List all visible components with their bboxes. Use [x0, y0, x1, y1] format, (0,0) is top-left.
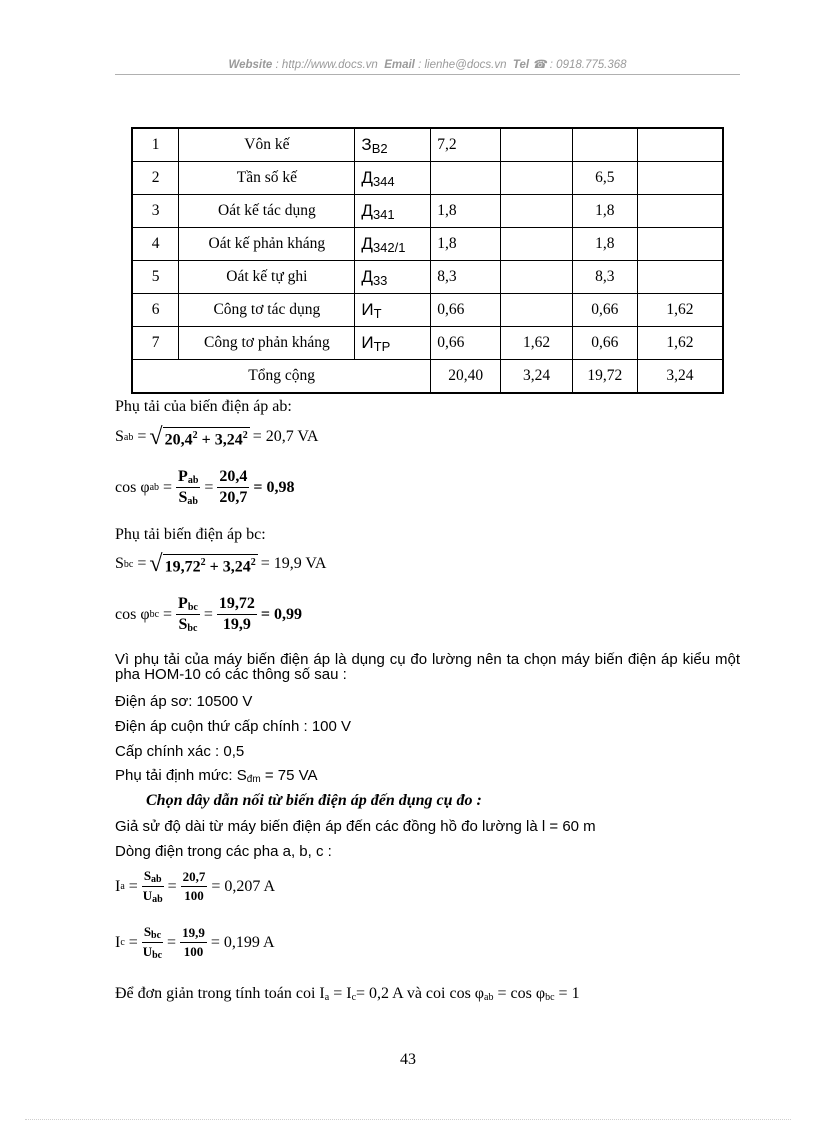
- cell-value: 1,8: [572, 228, 637, 261]
- ia-formula: I a = $\frac{S_{ab}}{U_{ab}}$ = $\frac{20,7}{100}$ = 0,207 A: [115, 868, 276, 905]
- total-value: 20,40: [431, 360, 501, 394]
- table-body: [132, 128, 723, 393]
- instrument-name: Tần số kế: [179, 162, 355, 195]
- cell-value: 0,66: [572, 327, 637, 360]
- instrument-code: $Д_{342/1}$: [355, 228, 431, 261]
- section-heading: Chọn dây dẫn nối từ biến điện áp đến dụng cụ đo :: [146, 792, 482, 809]
- tel-value: : 0918.775.368: [549, 59, 627, 71]
- instrument-name: Công tơ tác dụng: [179, 294, 355, 327]
- row-number: 7: [132, 327, 179, 360]
- cell-value: [501, 294, 573, 327]
- table-row: [132, 261, 723, 294]
- instrument-name: Vôn kế: [179, 128, 355, 162]
- accuracy-class: Cấp chính xác : 0,5: [115, 743, 245, 760]
- cell-value: 1,62: [637, 327, 723, 360]
- instrument-code: $Д_{344}$: [355, 162, 431, 195]
- choice-paragraph: Vì phụ tải của máy biến điện áp là dụng cụ đo lường nên ta chọn máy biến điện áp kiểu một pha HOM-10 có các thông số sau :: [115, 651, 740, 683]
- length-line: Giả sử độ dài từ máy biến điện áp đến các đồng hồ đo lường là l = 60 m: [115, 818, 596, 835]
- total-row: [132, 360, 723, 394]
- cell-value: [572, 128, 637, 162]
- instrument-table: [131, 127, 724, 394]
- page-bottom-border: [25, 1119, 791, 1120]
- cell-value: [637, 128, 723, 162]
- cell-value: [637, 261, 723, 294]
- cell-value: [501, 162, 573, 195]
- bc-cos-formula: cos φ bc = $\frac{P_{bc}}{S_{bc}}$ = $\frac{19,72}{19,9}$ = 0,99: [115, 595, 302, 634]
- row-number: 2: [132, 162, 179, 195]
- instrument-code: $Д_{33}$: [355, 261, 431, 294]
- row-number: 1: [132, 128, 179, 162]
- phone-icon: ☎: [532, 59, 547, 71]
- ab-s-formula: S ab = √ $20,4^2 + 3,24^2$ = 20,7 VA: [115, 424, 319, 450]
- cell-value: 0,66: [431, 327, 501, 360]
- table-row: [132, 228, 723, 261]
- table-row: [132, 195, 723, 228]
- ab-cos-formula: cos φ ab = $\frac{P_{ab}}{S_{ab}}$ = $\frac{20,4}{20,7}$ = 0,98: [115, 468, 295, 507]
- cell-value: [637, 195, 723, 228]
- table-row: [132, 128, 723, 162]
- cell-value: 1,8: [431, 228, 501, 261]
- cell-value: 0,66: [572, 294, 637, 327]
- cell-value: 1,62: [637, 294, 723, 327]
- table-row: [132, 162, 723, 195]
- cell-value: 0,66: [431, 294, 501, 327]
- cell-value: [501, 128, 573, 162]
- instrument-code: $И_{TP}$: [355, 327, 431, 360]
- bc-s-formula: S bc = √ $19,72^2 + 3,24^2$ = 19,9 VA: [115, 551, 327, 577]
- table-row: [132, 294, 723, 327]
- cell-value: 1,8: [431, 195, 501, 228]
- row-number: 3: [132, 195, 179, 228]
- row-number: 5: [132, 261, 179, 294]
- cell-value: [431, 162, 501, 195]
- ic-formula: I c = $\frac{S_{bc}}{U_{bc}}$ = $\frac{19,9}{100}$ = 0,199 A: [115, 924, 275, 961]
- page-number: 43: [400, 1051, 416, 1068]
- instrument-code: $И_T$: [355, 294, 431, 327]
- cell-value: [637, 228, 723, 261]
- cell-value: 8,3: [431, 261, 501, 294]
- page-header: [115, 57, 740, 71]
- table-row: [132, 327, 723, 360]
- cell-value: 8,3: [572, 261, 637, 294]
- cell-value: 6,5: [572, 162, 637, 195]
- total-value: 3,24: [501, 360, 573, 394]
- instrument-name: Oát kế tự ghi: [179, 261, 355, 294]
- instrument-name: Oát kế phản kháng: [179, 228, 355, 261]
- total-label: Tổng cộng: [132, 360, 431, 394]
- secondary-voltage: Điện áp cuộn thứ cấp chính : 100 V: [115, 718, 352, 735]
- email-label: Email: [384, 59, 415, 71]
- header-divider: [115, 74, 740, 75]
- cell-value: 1,62: [501, 327, 573, 360]
- instrument-name: Công tơ phản kháng: [179, 327, 355, 360]
- cell-value: [501, 261, 573, 294]
- cell-value: 1,8: [572, 195, 637, 228]
- bc-intro: Phụ tải biến điện áp bc:: [115, 526, 266, 543]
- email-value[interactable]: : lienhe@docs.vn: [418, 59, 507, 71]
- ab-intro: Phụ tải của biến điện áp ab:: [115, 398, 292, 415]
- final-assumption: Để đơn giản trong tính toán coi $I_a = I_c= 0,2$ A và coi $\cos \varphi_{ab} = \cos \varphi_{bc} = 1$: [115, 985, 580, 1003]
- website-value[interactable]: : http://www.docs.vn: [275, 59, 378, 71]
- cell-value: 7,2: [431, 128, 501, 162]
- total-value: 19,72: [572, 360, 637, 394]
- rated-load: Phụ tải định mức: $S_{đm} = 75$ VA: [115, 767, 318, 785]
- primary-voltage: Điện áp sơ: 10500 V: [115, 693, 253, 710]
- tel-label: Tel: [512, 59, 530, 71]
- cell-value: [501, 228, 573, 261]
- current-intro: Dòng điện trong các pha a, b, c :: [115, 843, 332, 860]
- instrument-code: $Д_{341}$: [355, 195, 431, 228]
- cell-value: [501, 195, 573, 228]
- instrument-code: $З_{B2}$: [355, 128, 431, 162]
- row-number: 6: [132, 294, 179, 327]
- website-label: Website: [228, 59, 273, 71]
- instrument-name: Oát kế tác dụng: [179, 195, 355, 228]
- total-value: 3,24: [637, 360, 723, 394]
- row-number: 4: [132, 228, 179, 261]
- cell-value: [637, 162, 723, 195]
